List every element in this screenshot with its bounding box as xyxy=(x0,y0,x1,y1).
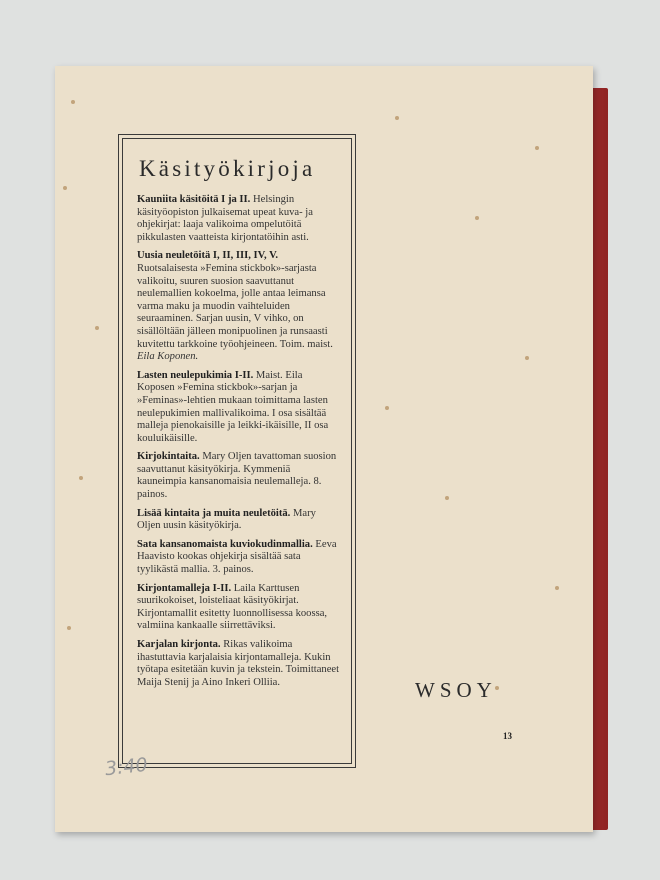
book-entry-description: Helsingin käsityöopiston julkaisemat upeat kuva- ja ohjekirjat: laaja valikoima ompelutöitä pikkulasten vaatteista kirjontatöihin asti. xyxy=(137,194,313,243)
paper-speck xyxy=(385,406,389,410)
paper-speck xyxy=(67,626,71,630)
paper-speck xyxy=(535,146,539,150)
paper-speck xyxy=(525,356,529,360)
book-entry-title: Uusia neuletöitä I, II, III, IV, V. xyxy=(137,250,278,262)
book-entry-description: Rikas valikoima ihastuttavia karjalaisia kirjontamalleja. Kukin työtapa esitetään kuvin ja tekstein. Toimittaneet Maija Stenij ja Aino Inkeri Olliia. xyxy=(137,639,340,688)
book-entry-title: Karjalan kirjonta. xyxy=(137,639,221,650)
book-entry xyxy=(137,539,341,577)
paper-speck xyxy=(71,100,75,104)
book-entry-title: Kauniita käsitöitä I ja II. xyxy=(137,194,251,205)
book-entry-description: Ruotsalaisesta »Femina stickbok»-sarjasta valikoitu, suuren suosion saavuttanut neulemallien kokoelma, jolle antaa leimansa varma maku ja muodin vaihteluiden seuraaminen. Sarjan uusin, V vihko, on sisällöltään jälleen monipuolinen ja runsaasti kuvitettu tarkkoine työohjeineen. Toim. maist. xyxy=(137,262,333,350)
paper-speck xyxy=(475,216,479,220)
book-list-frame xyxy=(118,134,356,768)
page-number: 13 xyxy=(503,731,512,741)
list-heading: Käsityökirjoja xyxy=(139,156,316,181)
book-entry xyxy=(137,639,341,689)
paper-speck xyxy=(95,326,99,330)
book-entry-title: Lisää kintaita ja muita neuletöitä. xyxy=(137,507,291,519)
paper-speck xyxy=(555,586,559,590)
book-entry xyxy=(137,194,341,244)
handwritten-price-mark: 3:40 xyxy=(103,753,149,781)
paper-speck xyxy=(63,186,67,190)
book-entry-editor: Eila Koponen. xyxy=(137,351,199,363)
book-entry-title: Sata kansanomaista kuviokudinmallia. xyxy=(137,538,313,550)
book-entry-description: Mary Oljen uusin käsityökirja. xyxy=(137,507,316,532)
publisher-logo: WSOY xyxy=(415,678,497,702)
book-entry xyxy=(137,250,341,363)
book-entry-description: Maist. Eila Koposen »Femina stickbok»-sarjan ja »Feminas»-lehtien mukaan toimittama lasten neulepukimien mallivalikoima. I osa sisältää malleja pienokaisille ja leikki-ikäisille, II osa kouluikäisille. xyxy=(137,369,329,444)
book-entry xyxy=(137,451,341,501)
book-entry-title: Kirjokintaita. xyxy=(137,451,200,463)
book-entries xyxy=(137,194,341,689)
paper-speck xyxy=(79,476,83,480)
paper-speck xyxy=(445,496,449,500)
book-entry xyxy=(137,370,341,446)
book-back-cover xyxy=(55,66,593,832)
paper-speck xyxy=(395,116,399,120)
book-entry-title: Lasten neulepukimia I-II. xyxy=(137,369,254,381)
book-entry xyxy=(137,583,341,633)
book-entry xyxy=(137,508,341,533)
book-entry-title: Kirjontamalleja I-II. xyxy=(137,582,232,594)
book-entry-description: Mary Oljen tavattoman suosion saavuttanut käsityökirja. Kymmeniä kauneimpia kansanomaisia neulemalleja. 8. painos. xyxy=(137,451,337,501)
book-list-frame-inner xyxy=(122,138,352,764)
book-entry-description: Eeva Haavisto kookas ohjekirja sisältää sata tyylikästä mallia. 3. painos. xyxy=(137,538,337,576)
book-entry-description: Laila Karttusen suurikokoiset, loisteliaat käsityökirjat. Kirjontamallit esitetty luonnollisessa koossa, valmiina kankaalle siirrettäviksi. xyxy=(137,582,328,632)
